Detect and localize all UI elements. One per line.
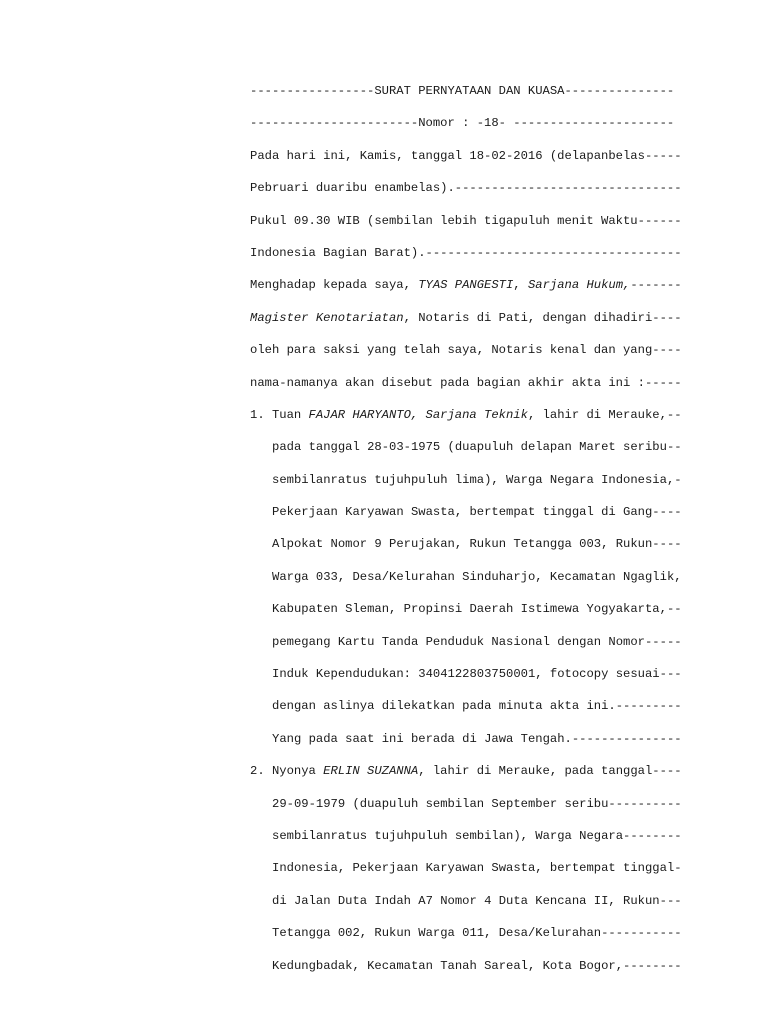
italic-text-segment: FAJAR HARYANTO, Sarjana Teknik (308, 407, 528, 422)
text-segment: , (513, 278, 528, 293)
document-line (250, 760, 740, 792)
document-line (250, 857, 740, 889)
text-segment: Kabupaten Sleman, Propinsi Daerah Istimewa Yogyakarta,-- (272, 602, 682, 617)
text-segment: Kedungbadak, Kecamatan Tanah Sareal, Kota Bogor,-------- (272, 958, 682, 973)
text-segment: Pekerjaan Karyawan Swasta, bertempat tinggal di Gang---- (272, 505, 682, 520)
document-line (250, 372, 740, 404)
text-segment: Induk Kependudukan: 3404122803750001, fotocopy sesuai--- (272, 667, 682, 682)
text-segment: Yang pada saat ini berada di Jawa Tengah.--------------- (272, 731, 682, 746)
document-line (250, 242, 740, 274)
italic-text-segment: TYAS PANGESTI (418, 278, 514, 293)
italic-text-segment: ERLIN SUZANNA (323, 764, 419, 779)
text-segment: pemegang Kartu Tanda Penduduk Nasional dengan Nomor----- (272, 634, 682, 649)
document-line (250, 145, 740, 177)
text-segment: , lahir di Merauke, pada tanggal---- (418, 764, 682, 779)
document-line (250, 663, 740, 695)
text-segment: ------- (630, 278, 682, 293)
text-segment: sembilanratus tujuhpuluh sembilan), Warga Negara-------- (272, 828, 682, 843)
text-segment: dengan aslinya dilekatkan pada minuta akta ini.--------- (272, 699, 682, 714)
document-line (250, 177, 740, 209)
italic-text-segment: Sarjana Hukum, (527, 278, 631, 293)
text-segment: oleh para saksi yang telah saya, Notaris kenal dan yang---- (250, 343, 682, 358)
text-segment: Tetangga 002, Rukun Warga 011, Desa/Kelurahan----------- (272, 926, 682, 941)
text-segment: -----------------SURAT PERNYATAAN DAN KUASA--------------- (250, 84, 675, 98)
document-line (250, 80, 740, 112)
document-line (250, 728, 740, 760)
document-line (250, 793, 740, 825)
italic-text-segment: Magister Kenotariatan (250, 310, 404, 325)
text-segment: Pukul 09.30 WIB (sembilan lebih tigapuluh menit Waktu------ (250, 213, 682, 228)
text-segment: Indonesia, Pekerjaan Karyawan Swasta, bertempat tinggal- (272, 861, 682, 876)
text-segment: pada tanggal 28-03-1975 (duapuluh delapan Maret seribu-- (272, 440, 682, 455)
text-segment: nama-namanya akan disebut pada bagian akhir akta ini :----- (250, 375, 682, 390)
text-segment: 29-09-1979 (duapuluh sembilan September seribu---------- (272, 796, 682, 811)
document-line (250, 469, 740, 501)
document-line (250, 955, 740, 987)
document-line (250, 436, 740, 468)
document-line (250, 339, 740, 371)
document-line (250, 695, 740, 727)
document-line (250, 112, 740, 144)
document-line (250, 890, 740, 922)
text-segment: , lahir di Merauke,-- (527, 407, 682, 422)
document-line (250, 404, 740, 436)
document-line (250, 210, 740, 242)
text-segment: di Jalan Duta Indah A7 Nomor 4 Duta Kencana II, Rukun--- (272, 893, 682, 908)
document-line (250, 274, 740, 306)
text-segment: Pebruari duaribu enambelas).------------------------------- (250, 181, 682, 196)
document-line (250, 501, 740, 533)
text-segment: Pada hari ini, Kamis, tanggal 18-02-2016 (delapanbelas----- (250, 148, 682, 163)
document-body (250, 80, 740, 987)
document-line (250, 566, 740, 598)
document-line (250, 631, 740, 663)
text-segment: Alpokat Nomor 9 Perujakan, Rukun Tetangga 003, Rukun---- (272, 537, 682, 552)
text-segment: , Notaris di Pati, dengan dihadiri---- (403, 310, 682, 325)
text-segment: sembilanratus tujuhpuluh lima), Warga Negara Indonesia,- (272, 472, 682, 487)
document-line (250, 825, 740, 857)
document-line (250, 307, 740, 339)
text-segment: Warga 033, Desa/Kelurahan Sinduharjo, Kecamatan Ngaglik, (272, 569, 682, 584)
document-line (250, 533, 740, 565)
document-line (250, 922, 740, 954)
document-line (250, 598, 740, 630)
text-segment: 2. Nyonya (250, 764, 324, 779)
text-segment: Indonesia Bagian Barat).----------------------------------- (250, 245, 682, 260)
text-segment: 1. Tuan (250, 407, 309, 422)
text-segment: -----------------------Nomor : -18- ---------------------- (250, 116, 675, 131)
text-segment: Menghadap kepada saya, (250, 278, 419, 293)
